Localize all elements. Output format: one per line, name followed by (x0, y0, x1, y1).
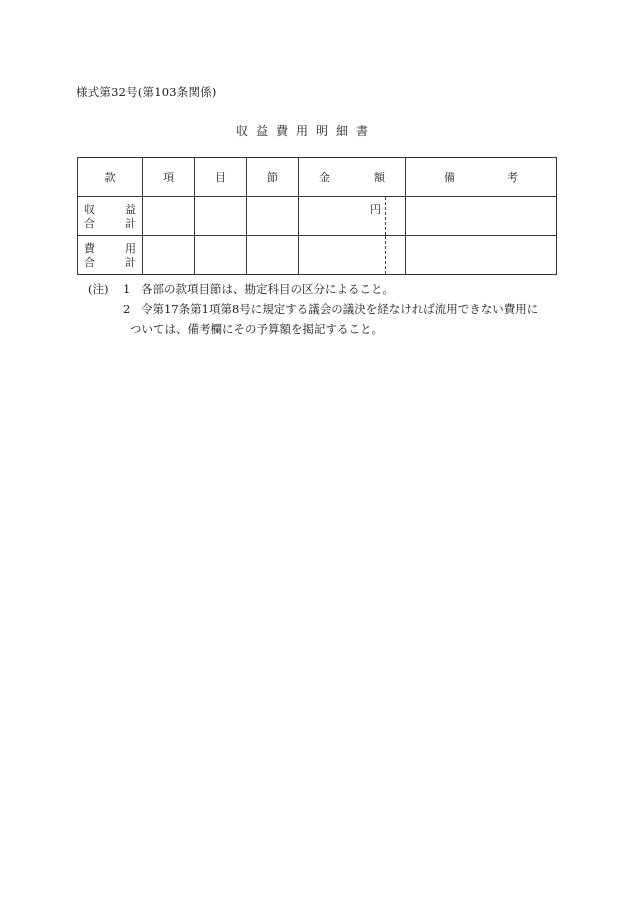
remarks-cell[interactable] (406, 236, 557, 275)
header-kingaku (299, 158, 406, 197)
note-text: 令第17条第1項第8号に規定する議会の議決を経なければ流用できない費用に (141, 302, 539, 316)
moku-cell[interactable] (195, 197, 247, 236)
row-label-cell (78, 236, 143, 275)
title-char: 書 (356, 124, 369, 138)
title-char: 益 (256, 124, 269, 138)
amount-divider (385, 236, 386, 274)
setsu-cell[interactable] (247, 197, 299, 236)
row-label-char: 計 (125, 256, 136, 269)
header-setsu: 節 (247, 158, 299, 197)
note-item (88, 299, 538, 319)
table-row (78, 236, 557, 275)
yen-unit: 円 (370, 203, 381, 216)
row-label-char: 計 (125, 217, 136, 230)
row-label-char: 用 (125, 242, 136, 255)
note-item (88, 279, 538, 299)
note-number: 1 (123, 282, 131, 296)
header-kingaku-1: 金 (319, 171, 330, 184)
header-kingaku-2: 額 (374, 171, 385, 184)
row-label-char: 費 (84, 242, 95, 255)
row-label-char: 合 (84, 256, 95, 269)
title-char: 収 (236, 124, 249, 138)
remarks-cell[interactable] (406, 197, 557, 236)
header-bikou-1: 備 (444, 171, 455, 184)
notes-prefix: (注) (88, 282, 109, 296)
kou-cell[interactable] (143, 236, 195, 275)
title-char: 用 (296, 124, 309, 138)
title-char: 細 (336, 124, 349, 138)
revenue-expense-table (77, 157, 557, 275)
kou-cell[interactable] (143, 197, 195, 236)
header-moku: 目 (195, 158, 247, 197)
setsu-cell[interactable] (247, 236, 299, 275)
note-continuation: ついては、備考欄にその予算額を掲記すること。 (130, 322, 383, 336)
moku-cell[interactable] (195, 236, 247, 275)
title-char: 明 (316, 124, 329, 138)
row-label-char: 益 (125, 203, 136, 216)
header-kan: 款 (78, 158, 143, 197)
row-label-cell (78, 197, 143, 236)
amount-cell[interactable] (299, 197, 406, 236)
amount-cell[interactable] (299, 236, 406, 275)
header-bikou-2: 考 (507, 171, 518, 184)
note-text: 各部の款項目節は、勘定科目の区分によること。 (141, 282, 394, 296)
header-bikou (406, 158, 557, 197)
form-number: 様式第32号(第103条関係) (76, 85, 217, 99)
amount-divider (385, 197, 386, 235)
row-label-char: 合 (84, 217, 95, 230)
row-label-char: 収 (84, 203, 95, 216)
note-number: 2 (123, 302, 131, 316)
header-kou: 項 (143, 158, 195, 197)
table-header-row (78, 158, 557, 197)
notes (88, 279, 538, 339)
title-char: 費 (276, 124, 289, 138)
table-row (78, 197, 557, 236)
document-title (236, 122, 376, 139)
